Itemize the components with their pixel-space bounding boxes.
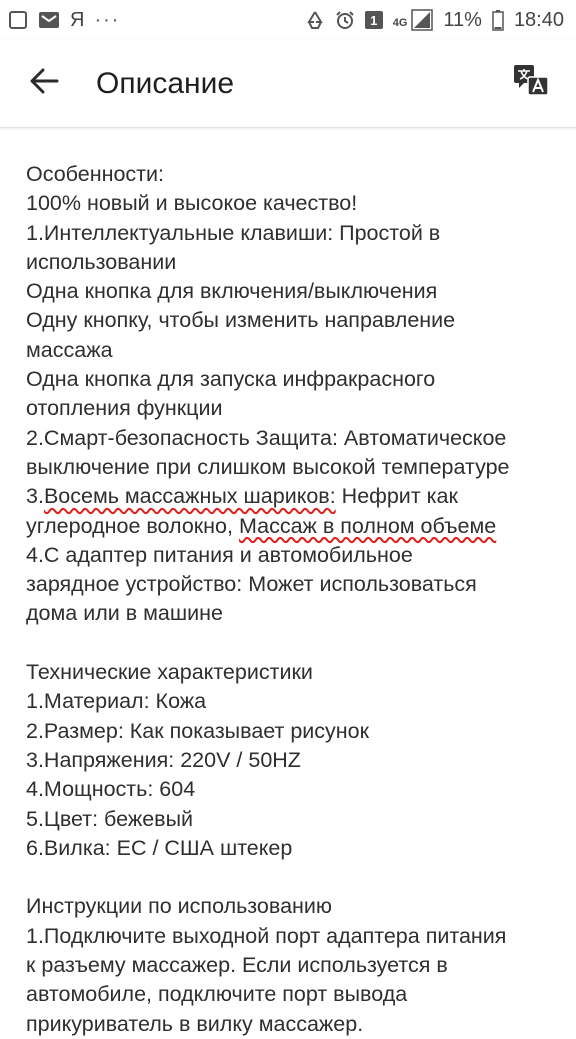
text-line: 4.С адаптер питания и автомобильное xyxy=(26,542,413,567)
text-line: 1.Материал: Кожа xyxy=(26,689,207,714)
text-line: Одна кнопка для запуска инфракрасного xyxy=(26,367,436,392)
line-prefix: 3. xyxy=(26,484,44,509)
status-bar-left xyxy=(8,9,120,32)
battery-icon xyxy=(492,9,504,31)
text-line: использовании xyxy=(26,249,177,274)
text-line: Особенности: xyxy=(26,162,164,186)
translate-button[interactable] xyxy=(508,60,556,108)
status-bar-right xyxy=(305,9,564,32)
blank-line xyxy=(26,863,556,892)
text-line: 3.Напряжения: 220V / 50HZ xyxy=(26,747,301,772)
text-line-spellcheck xyxy=(26,512,556,541)
battery-percent: 11% xyxy=(443,8,482,31)
signal-icon xyxy=(411,9,433,31)
clock: 18:40 xyxy=(513,8,564,31)
page-title: Описание xyxy=(96,66,235,100)
text-line: дома или в машине xyxy=(26,601,223,626)
text-line: 6.Вилка: ЕС / США штекер xyxy=(26,835,293,860)
more-notifications-icon: ··· xyxy=(94,8,121,31)
recycle-icon xyxy=(305,10,325,30)
notification-badge: 1 xyxy=(365,11,383,29)
mail-icon xyxy=(38,10,60,30)
arrow-left-icon xyxy=(29,68,59,99)
text-line: автомобиле, подключите порт вывода xyxy=(26,982,408,1007)
spellcheck-underlined-text: Восемь массажных шариков: xyxy=(43,484,336,509)
text-line: массажа xyxy=(26,337,113,362)
yandex-app-icon: Я xyxy=(70,8,85,31)
text-line: 1.Интеллектуальные клавиши: Простой в xyxy=(26,220,441,245)
text-line: 2.Смарт-безопасность Защита: Автоматическое xyxy=(26,425,507,450)
notification-square-icon xyxy=(8,10,28,30)
blank-line xyxy=(26,629,556,658)
text-line: 4.Мощность: 604 xyxy=(26,777,196,802)
app-bar xyxy=(0,40,576,128)
text-line: отопления функции xyxy=(26,396,223,421)
text-line: 1.Подключите выходной порт адаптера питания xyxy=(26,923,507,948)
network-type-label: 4G xyxy=(392,16,408,29)
text-line: к разъему массажер. Если используется в xyxy=(26,953,448,978)
line-prefix: углеродное волокно, xyxy=(26,513,239,538)
spellcheck-underlined-text: Массаж в полном объеме xyxy=(238,513,497,538)
section-heading: Технические характеристики xyxy=(26,660,313,685)
text-line: Одна кнопка для включения/выключения xyxy=(26,279,438,304)
text-line: 100% новый и высокое качество! xyxy=(26,191,358,216)
back-button[interactable] xyxy=(20,60,68,108)
text-line: зарядное устройство: Может использоваться xyxy=(26,572,477,597)
translate-icon xyxy=(513,62,551,105)
line-middle: Нефрит как xyxy=(335,484,458,509)
section-heading: Инструкции по использованию xyxy=(26,894,333,919)
text-line-spellcheck xyxy=(26,482,556,511)
alarm-icon xyxy=(335,10,355,30)
text-line: 5.Цвет: бежевый xyxy=(26,806,194,831)
text-line: выключение при слишком высокой температуре xyxy=(26,454,510,479)
description-content xyxy=(26,160,556,1039)
text-line: Одну кнопку, чтобы изменить направление xyxy=(26,308,456,333)
text-line: прикуриватель в вилку массажер. xyxy=(26,1011,364,1036)
text-line: 2.Размер: Как показывает рисунок xyxy=(26,718,370,743)
status-bar xyxy=(0,0,576,40)
